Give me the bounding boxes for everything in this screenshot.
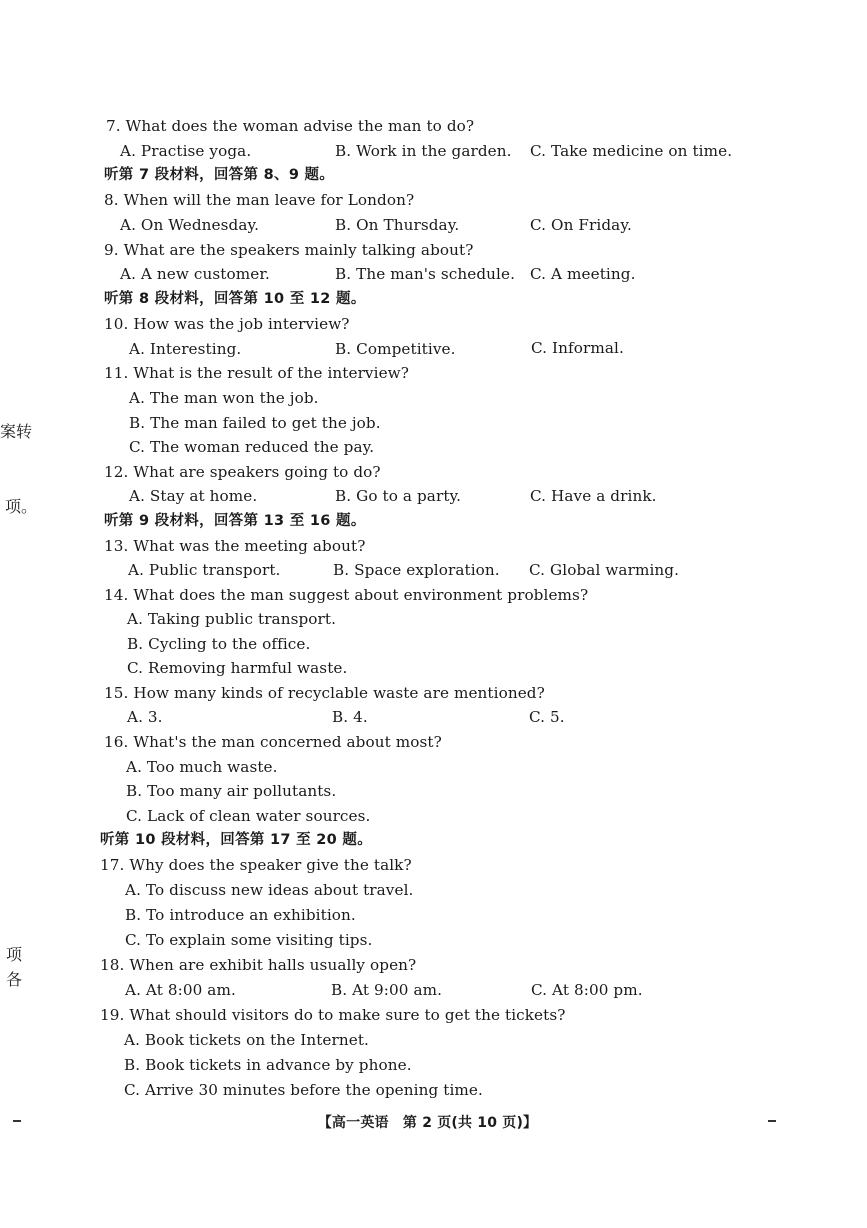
option-b: B. Cycling to the office. — [127, 635, 311, 653]
option-c: C. At 8:00 pm. — [531, 981, 643, 999]
option-a: A. Interesting. — [129, 340, 242, 358]
question-stem: 13. What was the meeting about? — [104, 537, 366, 555]
section-heading: 听第 8 段材料，回答第 10 至 12 题。 — [104, 291, 366, 307]
option-c: C. Informal. — [531, 339, 624, 357]
option-a: A. Public transport. — [128, 561, 281, 579]
option-a: A. A new customer. — [120, 265, 270, 283]
margin-fragment: 项 — [6, 945, 23, 964]
option-a: A. Practise yoga. — [120, 142, 252, 160]
option-a: A. Stay at home. — [129, 487, 258, 505]
option-b: B. The man's schedule. — [335, 265, 516, 283]
option-b: B. 4. — [332, 708, 368, 726]
page-footer — [0, 1112, 867, 1132]
question-stem: 10. How was the job interview? — [104, 315, 350, 333]
option-b: B. Competitive. — [335, 340, 456, 358]
option-b: B. Work in the garden. — [335, 142, 512, 160]
question-stem: 7. What does the woman advise the man to do? — [106, 117, 475, 135]
option-b: B. The man failed to get the job. — [129, 414, 381, 432]
question-stem: 16. What's the man concerned about most? — [104, 733, 442, 751]
option-b: B. Space exploration. — [333, 561, 500, 579]
option-a: A. On Wednesday. — [120, 216, 260, 234]
question-stem: 19. What should visitors do to make sure to get the tickets? — [100, 1006, 566, 1024]
question-stem: 17. Why does the speaker give the talk? — [100, 856, 412, 874]
option-c: C. 5. — [529, 708, 565, 726]
option-c: C. To explain some visiting tips. — [125, 931, 373, 949]
option-b: B. On Thursday. — [335, 216, 460, 234]
margin-tick — [768, 1120, 776, 1122]
option-b: B. At 9:00 am. — [331, 981, 443, 999]
option-a: A. Book tickets on the Internet. — [124, 1031, 369, 1049]
section-heading: 听第 10 段材料，回答第 17 至 20 题。 — [100, 832, 373, 848]
section-heading: 听第 7 段材料，回答第 8、9 题。 — [104, 167, 335, 183]
question-stem: 9. What are the speakers mainly talking about? — [104, 241, 474, 259]
option-b: B. Book tickets in advance by phone. — [124, 1056, 412, 1074]
question-stem: 12. What are speakers going to do? — [104, 463, 381, 481]
option-a: A. Too much waste. — [126, 758, 278, 776]
option-c: C. Arrive 30 minutes before the opening time. — [124, 1081, 483, 1099]
question-stem: 8. When will the man leave for London? — [104, 191, 415, 209]
option-c: C. On Friday. — [530, 216, 632, 234]
option-b: B. To introduce an exhibition. — [125, 906, 356, 924]
option-a: A. 3. — [127, 708, 163, 726]
question-stem: 15. How many kinds of recyclable waste are mentioned? — [104, 684, 545, 702]
option-a: A. At 8:00 am. — [125, 981, 236, 999]
option-c: C. Lack of clean water sources. — [126, 807, 371, 825]
page-number-label: 【高一英语 第 2 页(共 10 页)】 — [317, 1115, 538, 1131]
option-c: C. A meeting. — [530, 265, 636, 283]
option-b: B. Too many air pollutants. — [126, 782, 337, 800]
option-c: C. The woman reduced the pay. — [129, 438, 375, 456]
option-a: A. To discuss new ideas about travel. — [125, 881, 414, 899]
margin-fragment: 项。 — [5, 497, 38, 516]
option-c: C. Take medicine on time. — [530, 142, 733, 160]
question-stem: 18. When are exhibit halls usually open? — [100, 956, 417, 974]
option-a: A. The man won the job. — [129, 389, 319, 407]
option-c: C. Global warming. — [529, 561, 680, 579]
margin-fragment: 各 — [6, 970, 23, 989]
margin-fragment: 案转 — [0, 422, 33, 441]
question-stem: 14. What does the man suggest about environment problems? — [104, 586, 589, 604]
margin-tick — [13, 1120, 21, 1122]
option-c: C. Have a drink. — [530, 487, 657, 505]
option-a: A. Taking public transport. — [127, 610, 337, 628]
question-stem: 11. What is the result of the interview? — [104, 364, 409, 382]
option-c: C. Removing harmful waste. — [127, 659, 348, 677]
section-heading: 听第 9 段材料，回答第 13 至 16 题。 — [104, 513, 366, 529]
option-b: B. Go to a party. — [335, 487, 462, 505]
